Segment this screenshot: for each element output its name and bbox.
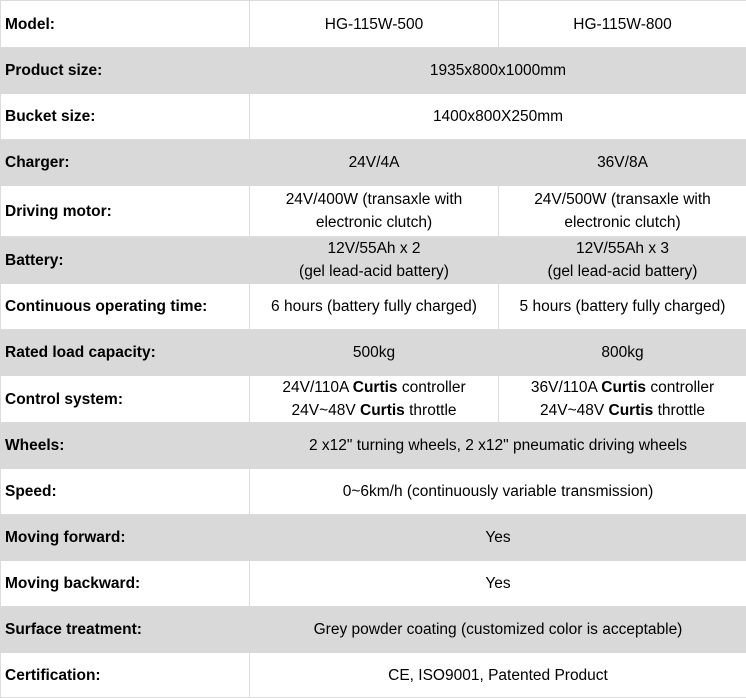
value-line: 24V/110A Curtis controller (250, 376, 498, 399)
value-hg-115w-500 (250, 237, 499, 284)
value-line: 24V/400W (transaxle with (250, 188, 498, 211)
row-label: Continuous operating time: (1, 284, 250, 330)
row-label: Model: (1, 1, 250, 48)
value-line: (gel lead-acid battery) (250, 260, 498, 283)
value-hg-115w-500: 500kg (250, 330, 499, 376)
value-shared: 2 x12" turning wheels, 2 x12" pneumatic driving wheels (250, 423, 746, 469)
value-hg-115w-800 (499, 237, 746, 284)
value-hg-115w-800 (499, 186, 746, 237)
value-shared: CE, ISO9001, Patented Product (250, 653, 746, 698)
brand-curtis: Curtis (353, 379, 398, 396)
row-label: Driving motor: (1, 186, 250, 237)
value-line: 24V~48V Curtis throttle (250, 399, 498, 422)
value-line: 36V/110A Curtis controller (499, 376, 746, 399)
value-hg-115w-500 (250, 376, 499, 423)
row-product-size (1, 48, 746, 94)
value-hg-115w-800: 36V/8A (499, 140, 746, 186)
value-shared: Yes (250, 515, 746, 561)
brand-curtis: Curtis (601, 379, 646, 396)
row-rated-load-capacity (1, 330, 746, 376)
row-moving-forward (1, 515, 746, 561)
row-label: Charger: (1, 140, 250, 186)
row-label: Control system: (1, 376, 250, 423)
row-label: Product size: (1, 48, 250, 94)
value-line: 24V/500W (transaxle with (499, 188, 746, 211)
value-hg-115w-500: HG-115W-500 (250, 1, 499, 48)
value-line: electronic clutch) (499, 211, 746, 234)
value-shared: Grey powder coating (customized color is acceptable) (250, 607, 746, 653)
value-hg-115w-500 (250, 186, 499, 237)
row-label: Bucket size: (1, 94, 250, 140)
brand-curtis: Curtis (360, 402, 405, 419)
value-line: 24V~48V Curtis throttle (499, 399, 746, 422)
row-driving-motor (1, 186, 746, 237)
value-shared: 1400x800X250mm (250, 94, 746, 140)
row-certification (1, 653, 746, 698)
value-hg-115w-500: 6 hours (battery fully charged) (250, 284, 499, 330)
value-hg-115w-800 (499, 376, 746, 423)
row-label: Speed: (1, 469, 250, 515)
value-line: 12V/55Ah x 2 (250, 237, 498, 260)
row-label: Surface treatment: (1, 607, 250, 653)
row-label: Moving forward: (1, 515, 250, 561)
row-continuous-operating-time (1, 284, 746, 330)
value-hg-115w-800: 5 hours (battery fully charged) (499, 284, 746, 330)
value-shared: 0~6km/h (continuously variable transmission) (250, 469, 746, 515)
row-control-system (1, 376, 746, 423)
row-battery (1, 237, 746, 284)
value-shared: Yes (250, 561, 746, 607)
row-label: Battery: (1, 237, 250, 284)
row-wheels (1, 423, 746, 469)
value-line: electronic clutch) (250, 211, 498, 234)
value-hg-115w-500: 24V/4A (250, 140, 499, 186)
row-charger (1, 140, 746, 186)
row-label: Moving backward: (1, 561, 250, 607)
value-hg-115w-800: HG-115W-800 (499, 1, 746, 48)
value-hg-115w-800: 800kg (499, 330, 746, 376)
row-speed (1, 469, 746, 515)
brand-curtis: Curtis (609, 402, 654, 419)
row-moving-backward (1, 561, 746, 607)
row-surface-treatment (1, 607, 746, 653)
row-label: Rated load capacity: (1, 330, 250, 376)
value-line: (gel lead-acid battery) (499, 260, 746, 283)
value-shared: 1935x800x1000mm (250, 48, 746, 94)
row-label: Certification: (1, 653, 250, 698)
value-line: 12V/55Ah x 3 (499, 237, 746, 260)
row-label: Wheels: (1, 423, 250, 469)
row-model (1, 1, 746, 48)
row-bucket-size (1, 94, 746, 140)
